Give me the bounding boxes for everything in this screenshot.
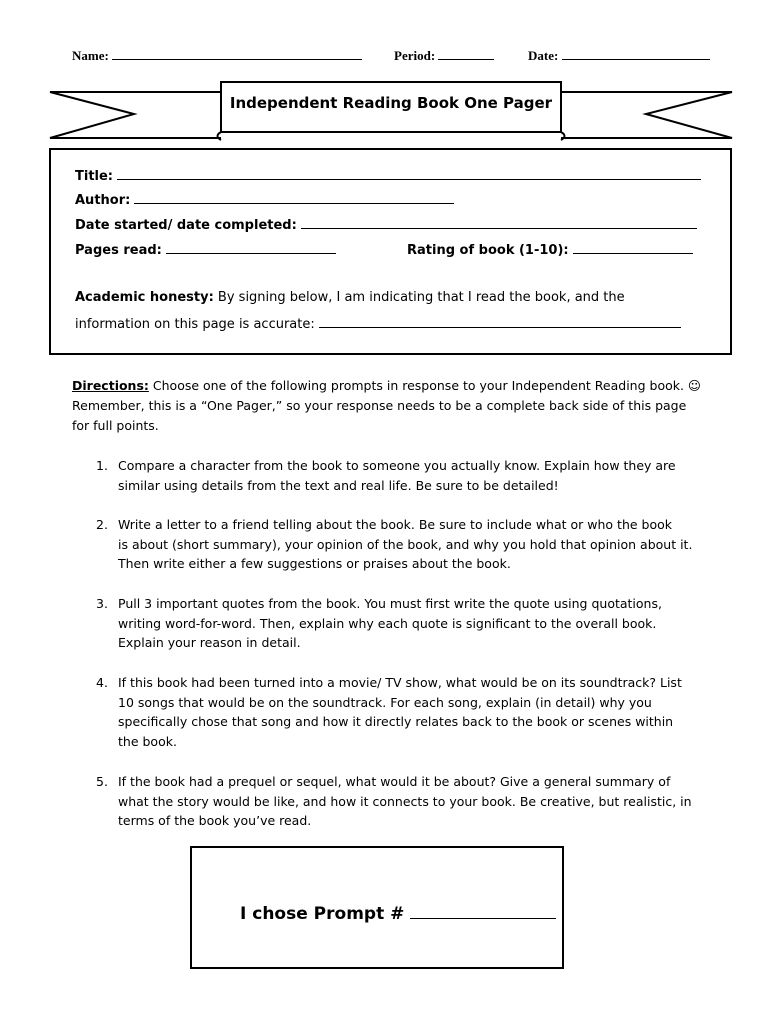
directions-text-1: Choose one of the following prompts in response to your Independent Reading book. ☺ xyxy=(152,378,701,393)
title-label: Title: xyxy=(75,169,114,184)
prompt-line: If this book had been turned into a movie/ TV show, what would be on its soundtrack? List xyxy=(118,675,682,690)
directions-line-1 xyxy=(72,376,720,396)
prompt-number: 3. xyxy=(96,596,108,611)
prompt-line: 10 songs that would be on the soundtrack. For each song, explain (in detail) why you xyxy=(118,694,652,710)
name-field[interactable] xyxy=(72,47,362,64)
prompt-number: 5. xyxy=(96,774,108,789)
pages-blank[interactable] xyxy=(166,242,336,254)
prompt-line: terms of the book you’ve read. xyxy=(118,813,312,828)
prompt-line: Compare a character from the book to someone you actually know. Explain how they are xyxy=(118,458,676,473)
prompt-line: is about (short summary), your opinion of the book, and why you hold that opinion about it. xyxy=(118,536,693,552)
prompt-line: Write a letter to a friend telling about the book. Be sure to include what or who the book xyxy=(118,517,672,532)
chosen-prompt-field[interactable] xyxy=(240,902,556,924)
header-fields xyxy=(72,47,712,67)
period-label: Period: xyxy=(394,48,436,63)
period-blank[interactable] xyxy=(438,47,494,60)
honesty-text-2: information on this page is accurate: xyxy=(75,317,315,332)
date-blank[interactable] xyxy=(562,47,710,60)
author-blank[interactable] xyxy=(134,192,454,204)
directions-line-3: for full points. xyxy=(72,418,159,433)
directions-line-2: Remember, this is a “One Pager,” so your response needs to be a complete back side of this page xyxy=(72,398,687,413)
prompt-line: what the story would be like, and how it connects to your book. Be creative, but realistic, in xyxy=(118,793,692,809)
prompt-line: Then write either a few suggestions or praises about the book. xyxy=(118,556,511,571)
page-title: Independent Reading Book One Pager xyxy=(229,94,553,112)
chosen-prompt-label: I chose Prompt # xyxy=(240,904,405,924)
prompt-line: Explain your reason in detail. xyxy=(118,635,301,650)
directions xyxy=(72,376,720,436)
pages-row[interactable] xyxy=(75,242,336,258)
pages-label: Pages read: xyxy=(75,243,162,258)
period-field[interactable] xyxy=(394,47,494,64)
title-banner xyxy=(46,78,736,142)
rating-blank[interactable] xyxy=(573,242,693,254)
author-label: Author: xyxy=(75,193,131,208)
signature-blank[interactable] xyxy=(319,316,681,328)
title-row[interactable] xyxy=(75,168,701,184)
honesty-row-2[interactable] xyxy=(75,316,681,332)
prompt-line: If the book had a prequel or sequel, what would it be about? Give a general summary of xyxy=(118,774,671,789)
book-info-box xyxy=(49,148,732,355)
name-label: Name: xyxy=(72,48,109,63)
honesty-label: Academic honesty: xyxy=(75,290,214,305)
rating-label: Rating of book (1-10): xyxy=(407,243,569,258)
prompt-line: writing word-for-word. Then, explain why each quote is significant to the overall book. xyxy=(118,615,657,631)
prompt-line: Pull 3 important quotes from the book. You must first write the quote using quotations, xyxy=(118,596,662,611)
dates-blank[interactable] xyxy=(301,217,697,229)
date-label: Date: xyxy=(528,48,559,63)
chosen-prompt-box xyxy=(190,846,564,969)
prompt-number: 4. xyxy=(96,675,108,690)
date-field[interactable] xyxy=(528,47,710,64)
dates-label: Date started/ date completed: xyxy=(75,218,297,233)
prompt-number: 1. xyxy=(96,458,108,473)
directions-label: Directions: xyxy=(72,378,149,393)
prompt-number: 2. xyxy=(96,517,108,532)
name-blank[interactable] xyxy=(112,47,362,60)
rating-row[interactable] xyxy=(407,242,693,258)
prompt-line: the book. xyxy=(118,733,177,749)
chosen-prompt-blank[interactable] xyxy=(410,902,556,919)
honesty-text-1: By signing below, I am indicating that I read the book, and the xyxy=(217,290,625,305)
author-row[interactable] xyxy=(75,192,454,208)
title-blank[interactable] xyxy=(117,168,701,180)
dates-row[interactable] xyxy=(75,217,697,233)
prompt-line: specifically chose that song and how it directly relates back to the book or scenes within xyxy=(118,714,674,729)
honesty-row-1 xyxy=(75,290,625,305)
prompt-line: similar using details from the text and real life. Be sure to be detailed! xyxy=(118,477,559,493)
